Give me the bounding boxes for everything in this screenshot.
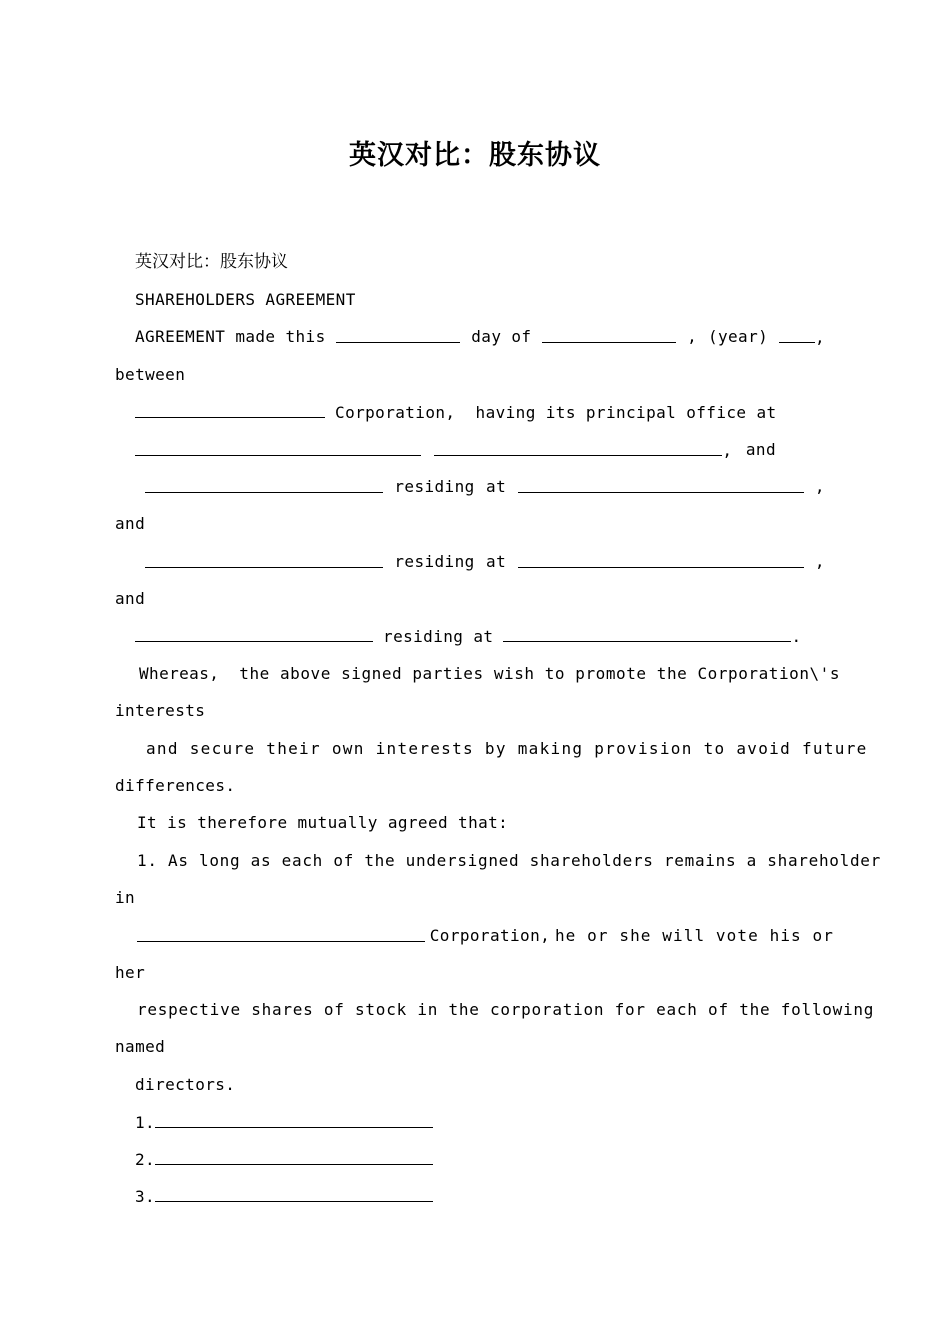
- director-1-blank[interactable]: [155, 1112, 433, 1128]
- residing-2-comma: ,: [814, 552, 825, 571]
- subtitle: 英汉对比：股东协议: [135, 252, 288, 272]
- intro-day-of: day of: [471, 327, 532, 346]
- corp-address-blank-2[interactable]: [434, 440, 722, 456]
- residing-line-2: [145, 552, 825, 572]
- corp-office-text: having its principal office at: [475, 403, 777, 422]
- corp-line: [135, 402, 777, 423]
- party-3-name-blank[interactable]: [135, 626, 373, 642]
- whereas-label: Whereas,: [139, 664, 220, 683]
- intro-text: AGREEMENT made this: [135, 327, 326, 346]
- page-title: 英汉对比：股东协议: [349, 140, 601, 171]
- corp-comma: ,: [722, 441, 733, 460]
- corp-label: Corporation,: [335, 403, 456, 422]
- clause-1-corp-line: [137, 926, 834, 946]
- residing-line-3: [135, 626, 802, 647]
- residing-1-label: residing: [394, 477, 475, 496]
- whereas-secure: and secure their own interests by making provision to avoid future: [146, 739, 868, 758]
- intro-between: between: [115, 365, 186, 384]
- residing-3-period: .: [791, 627, 802, 646]
- residing-line-1: [145, 477, 825, 497]
- residing-2-label: residing: [394, 552, 475, 571]
- clause-1-vote-text: he or she will vote his or: [554, 926, 834, 945]
- clause-1-corp-label: Corporation,: [429, 926, 551, 945]
- whereas-text: the above signed parties wish to promote the Corporation\'s: [239, 664, 841, 683]
- residing-1-at: at: [486, 477, 507, 496]
- year-blank[interactable]: [779, 327, 815, 343]
- party-1-address-blank[interactable]: [518, 477, 804, 493]
- intro-line: [135, 327, 825, 348]
- day-blank[interactable]: [336, 327, 460, 343]
- residing-3-label: residing at: [383, 627, 494, 646]
- director-line-1: [135, 1112, 433, 1133]
- clause-1-corp-blank[interactable]: [137, 926, 425, 942]
- corp-address-line: [135, 440, 776, 461]
- residing-2-and: and: [115, 589, 146, 608]
- residing-2-at: at: [486, 552, 507, 571]
- party-2-name-blank[interactable]: [145, 552, 383, 568]
- party-3-address-blank[interactable]: [503, 626, 791, 642]
- whereas-differences: differences.: [115, 776, 236, 795]
- director-number-3: 3.: [135, 1187, 156, 1206]
- director-line-3: [135, 1186, 433, 1207]
- clause-1-directors: directors.: [135, 1075, 236, 1094]
- corp-address-blank-1[interactable]: [135, 440, 421, 456]
- director-3-blank[interactable]: [155, 1186, 433, 1202]
- corp-and: and: [745, 440, 776, 459]
- director-number-1: 1.: [135, 1113, 156, 1132]
- whereas-line: [139, 664, 841, 684]
- clause-1-named: named: [115, 1037, 166, 1056]
- corp-name-blank[interactable]: [135, 402, 325, 418]
- intro-year: (year): [707, 327, 769, 346]
- director-line-2: [135, 1149, 433, 1170]
- intro-comma-2: ,: [814, 328, 825, 347]
- agreement-heading: SHAREHOLDERS AGREEMENT: [135, 290, 356, 309]
- residing-1-and: and: [115, 514, 146, 533]
- director-2-blank[interactable]: [155, 1149, 433, 1165]
- clause-1-line-1: 1. As long as each of the undersigned shareholders remains a shareholder: [137, 851, 881, 870]
- clause-1-in: in: [115, 888, 136, 907]
- residing-1-comma: ,: [814, 477, 825, 496]
- party-1-name-blank[interactable]: [145, 477, 383, 493]
- clause-1-shares: respective shares of stock in the corporation for each of the following: [137, 1000, 875, 1019]
- agreed-text: It is therefore mutually agreed that:: [137, 813, 509, 832]
- party-2-address-blank[interactable]: [518, 552, 804, 568]
- month-blank[interactable]: [542, 327, 676, 343]
- intro-comma: ,: [687, 327, 698, 346]
- whereas-interests: interests: [115, 701, 206, 720]
- clause-1-her: her: [115, 963, 146, 982]
- director-number-2: 2.: [135, 1150, 156, 1169]
